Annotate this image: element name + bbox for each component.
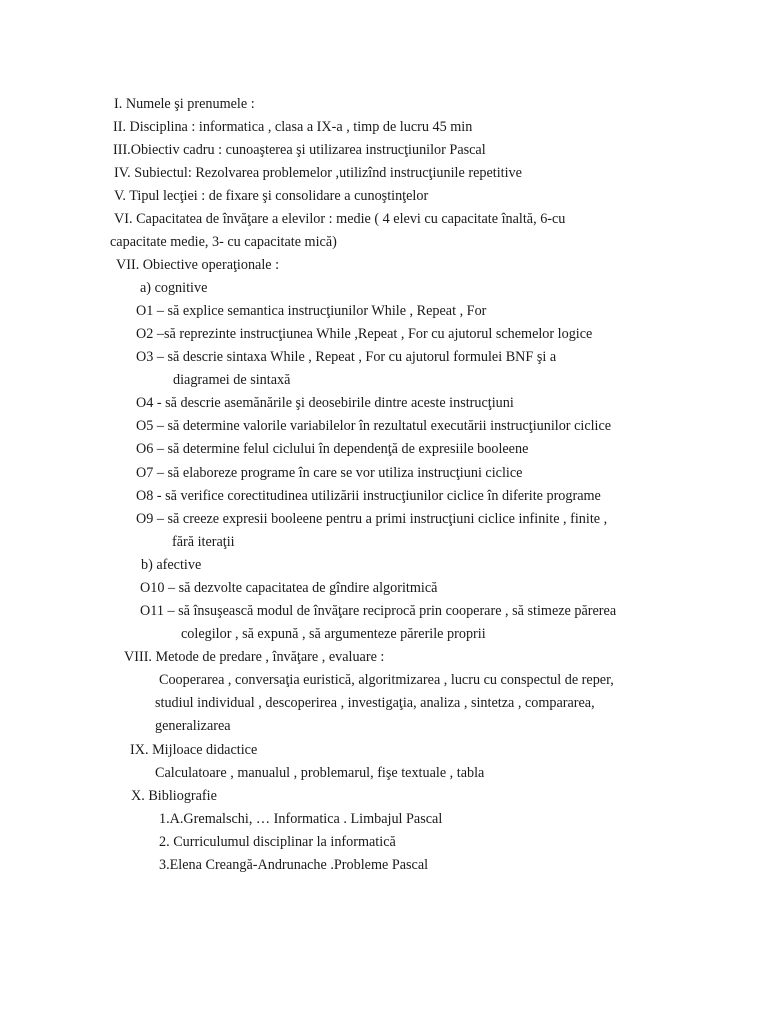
objective-o5: O5 – să determine valorile variabilelor în rezultatul executării instrucţiunilor ciclice bbox=[136, 418, 612, 434]
objective-o3-cont: diagramei de sintaxă bbox=[173, 372, 291, 388]
line-name: I. Numele şi prenumele : bbox=[114, 96, 255, 112]
objective-o8: O8 - să verifice corectitudinea utilizării instrucţiunilor ciclice în diferite programe bbox=[136, 488, 601, 504]
means-line: Calculatoare , manualul , problemarul, fişe textuale , tabla bbox=[155, 765, 485, 781]
objective-o6: O6 – să determine felul ciclului în dependenţă de expresiile booleene bbox=[136, 441, 529, 457]
objective-o7: O7 – să elaboreze programe în care se vor utiliza instrucţiuni ciclice bbox=[136, 465, 523, 481]
line-methods-heading: VIII. Metode de predare , învăţare , evaluare : bbox=[124, 649, 385, 665]
objective-o4: O4 - să descrie asemănările şi deosebirile dintre aceste instrucţiuni bbox=[136, 395, 514, 411]
line-affective: b) afective bbox=[141, 557, 202, 573]
bibliography-item-1: 1.A.Gremalschi, … Informatica . Limbajul Pascal bbox=[159, 811, 443, 827]
objective-o3: O3 – să descrie sintaxa While , Repeat , For cu ajutorul formulei BNF şi a bbox=[136, 349, 557, 365]
objective-o9-cont: fără iteraţii bbox=[172, 534, 235, 550]
line-lesson-type: V. Tipul lecţiei : de fixare şi consolidare a cunoştinţelor bbox=[114, 188, 429, 204]
line-bibliography-heading: X. Bibliografie bbox=[131, 788, 217, 804]
methods-line-2: studiul individual , descoperirea , investigaţia, analiza , sintetza , compararea, bbox=[155, 695, 595, 711]
methods-line-1: Cooperarea , conversaţia euristică, algoritmizarea , lucru cu conspectul de reper, bbox=[159, 672, 614, 688]
line-cognitive: a) cognitive bbox=[140, 280, 208, 296]
line-discipline: II. Disciplina : informatica , clasa a IX-a , timp de lucru 45 min bbox=[113, 119, 473, 135]
objective-o2: O2 –să reprezinte instrucţiunea While ,Repeat , For cu ajutorul schemelor logice bbox=[136, 326, 593, 342]
objective-o1: O1 – să explice semantica instrucţiunilor While , Repeat , For bbox=[136, 303, 487, 319]
objective-o11: O11 – să însuşească modul de învăţare reciprocă prin cooperare , să stimeze părerea bbox=[140, 603, 617, 619]
methods-line-3: generalizarea bbox=[155, 718, 231, 734]
line-objective-frame: III.Obiectiv cadru : cunoaşterea şi utilizarea instrucţiunilor Pascal bbox=[113, 142, 486, 158]
objective-o11-cont: colegilor , să expună , să argumenteze părerile proprii bbox=[181, 626, 486, 642]
bibliography-item-2: 2. Curriculumul disciplinar la informatică bbox=[159, 834, 396, 850]
objective-o10: O10 – să dezvolte capacitatea de gîndire algoritmică bbox=[140, 580, 438, 596]
bibliography-item-3: 3.Elena Creangă-Andrunache .Probleme Pascal bbox=[159, 857, 429, 873]
line-operational-objectives: VII. Obiective operaţionale : bbox=[116, 257, 280, 273]
objective-o9: O9 – să creeze expresii booleene pentru a primi instrucţiuni ciclice infinite , finite , bbox=[136, 511, 608, 527]
line-capacity-cont: capacitate medie, 3- cu capacitate mică) bbox=[110, 234, 337, 250]
line-subject: IV. Subiectul: Rezolvarea problemelor ,utilizînd instrucţiunile repetitive bbox=[114, 165, 522, 181]
line-means-heading: IX. Mijloace didactice bbox=[130, 742, 258, 758]
line-capacity: VI. Capacitatea de învăţare a elevilor : medie ( 4 elevi cu capacitate înaltă, 6-cu bbox=[114, 211, 566, 227]
